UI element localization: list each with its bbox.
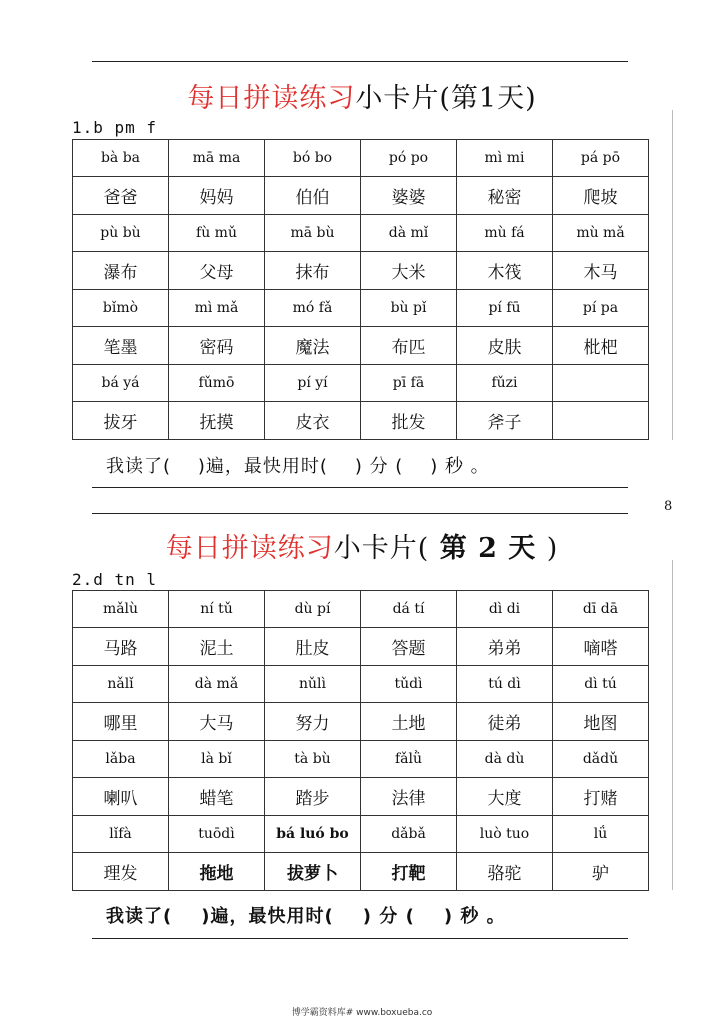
pinyin-cell [553, 365, 649, 402]
card-2-bottom-rule [92, 938, 628, 939]
hanzi-cell: 父母 [169, 252, 265, 290]
hanzi-cell: 拔牙 [73, 402, 169, 440]
pinyin-cell: bǐmò [73, 290, 169, 327]
pinyin-cell: pí fū [457, 290, 553, 327]
hanzi-cell: 批发 [361, 402, 457, 440]
card-2-title-bold: 第 2 天 [429, 533, 547, 564]
pinyin-cell: pá pō [553, 140, 649, 177]
hanzi-cell: 喇叭 [73, 778, 169, 816]
hanzi-cell: 打赌 [553, 778, 649, 816]
card-1-reading-record: 我读了( )遍，最快用时( ) 分 ( ) 秒 。 [106, 456, 490, 477]
hanzi-cell: 徒弟 [457, 703, 553, 741]
table-row [73, 591, 649, 628]
hanzi-cell: 弟弟 [457, 628, 553, 666]
pinyin-cell: pó po [361, 140, 457, 177]
pinyin-cell: mā ma [169, 140, 265, 177]
hanzi-cell: 法律 [361, 778, 457, 816]
pinyin-cell: lǘ [553, 816, 649, 853]
hanzi-cell: 伯伯 [265, 177, 361, 215]
hanzi-cell: 大米 [361, 252, 457, 290]
table-row [73, 177, 649, 215]
pinyin-cell: tà bù [265, 741, 361, 778]
card-1-table [72, 139, 649, 440]
pinyin-cell: lǐfà [73, 816, 169, 853]
table-row [73, 290, 649, 327]
hanzi-cell: 马路 [73, 628, 169, 666]
hanzi-cell: 蜡笔 [169, 778, 265, 816]
pinyin-cell: dà dù [457, 741, 553, 778]
top-rule [92, 61, 628, 62]
hanzi-cell: 哪里 [73, 703, 169, 741]
table-row [73, 778, 649, 816]
table-row [73, 327, 649, 365]
table-row [73, 140, 649, 177]
table-row [73, 252, 649, 290]
card-2-title-red: 每日拼读练习 [165, 533, 334, 564]
right-margin-line [672, 110, 673, 440]
hanzi-cell: 皮衣 [265, 402, 361, 440]
page-number: 8 [664, 499, 673, 514]
pinyin-cell: pí yí [265, 365, 361, 402]
hanzi-cell: 拔萝卜 [265, 853, 361, 891]
pinyin-cell: là bǐ [169, 741, 265, 778]
hanzi-cell: 驴 [553, 853, 649, 891]
pinyin-cell: fǎlǜ [361, 741, 457, 778]
table-row [73, 402, 649, 440]
pinyin-cell: mì mi [457, 140, 553, 177]
card-1-title-red: 每日拼读练习 [187, 83, 356, 114]
hanzi-cell: 婆婆 [361, 177, 457, 215]
hanzi-cell [553, 402, 649, 440]
pinyin-cell: dà mǐ [361, 215, 457, 252]
pinyin-cell: bù pǐ [361, 290, 457, 327]
pinyin-cell: lǎba [73, 741, 169, 778]
hanzi-cell: 木筏 [457, 252, 553, 290]
pinyin-cell: dà mǎ [169, 666, 265, 703]
hanzi-cell: 理发 [73, 853, 169, 891]
pinyin-cell: mā bù [265, 215, 361, 252]
hanzi-cell: 布匹 [361, 327, 457, 365]
hanzi-cell: 木马 [553, 252, 649, 290]
table-row [73, 365, 649, 402]
table-row [73, 741, 649, 778]
pinyin-cell: ní tǔ [169, 591, 265, 628]
pinyin-cell: mì mǎ [169, 290, 265, 327]
hanzi-cell: 土地 [361, 703, 457, 741]
hanzi-cell: 秘密 [457, 177, 553, 215]
hanzi-cell: 爸爸 [73, 177, 169, 215]
hanzi-cell: 答题 [361, 628, 457, 666]
hanzi-cell: 密码 [169, 327, 265, 365]
table-row [73, 703, 649, 741]
card-2-title-close: ) [546, 533, 559, 564]
card-1-title-black: 小卡片(第1天) [355, 83, 537, 114]
hanzi-cell: 妈妈 [169, 177, 265, 215]
pinyin-cell: dī dā [553, 591, 649, 628]
table-row [73, 215, 649, 252]
pinyin-cell: nǔlì [265, 666, 361, 703]
pinyin-cell: pù bù [73, 215, 169, 252]
card-1-title [72, 76, 652, 115]
card-2-subheading: 2.d tn l [72, 570, 158, 589]
pinyin-cell: tuōdì [169, 816, 265, 853]
hanzi-cell: 踏步 [265, 778, 361, 816]
hanzi-cell: 努力 [265, 703, 361, 741]
hanzi-cell: 瀑布 [73, 252, 169, 290]
pinyin-cell: bà ba [73, 140, 169, 177]
pinyin-cell: dǎdǔ [553, 741, 649, 778]
pinyin-cell: dù pí [265, 591, 361, 628]
hanzi-cell: 抚摸 [169, 402, 265, 440]
pinyin-cell: bá luó bo [265, 816, 361, 853]
hanzi-cell: 笔墨 [73, 327, 169, 365]
card-2-reading-record: 我读了( )遍，最快用时( ) 分 ( ) 秒 。 [106, 906, 506, 927]
hanzi-cell: 魔法 [265, 327, 361, 365]
hanzi-cell: 地图 [553, 703, 649, 741]
hanzi-cell: 皮肤 [457, 327, 553, 365]
pinyin-cell: dá tí [361, 591, 457, 628]
hanzi-cell: 斧子 [457, 402, 553, 440]
hanzi-cell: 抹布 [265, 252, 361, 290]
hanzi-cell: 大马 [169, 703, 265, 741]
table-row [73, 666, 649, 703]
table-row [73, 853, 649, 891]
hanzi-cell: 打靶 [361, 853, 457, 891]
pinyin-cell: mù fá [457, 215, 553, 252]
footer-watermark: 博学霸资料库# www.boxueba.co [291, 1008, 433, 1018]
hanzi-cell: 爬坡 [553, 177, 649, 215]
pinyin-cell: luò tuo [457, 816, 553, 853]
hanzi-cell: 大度 [457, 778, 553, 816]
right-margin-line [672, 560, 673, 890]
card-1-subheading: 1.b pm f [72, 118, 158, 137]
hanzi-cell: 枇杷 [553, 327, 649, 365]
pinyin-cell: bó bo [265, 140, 361, 177]
hanzi-cell: 嘀嗒 [553, 628, 649, 666]
pinyin-cell: mù mǎ [553, 215, 649, 252]
pinyin-cell: fǔzi [457, 365, 553, 402]
pinyin-cell: fǔmō [169, 365, 265, 402]
table-row [73, 816, 649, 853]
pinyin-cell: tú dì [457, 666, 553, 703]
card-2-title-black: 小卡片( [333, 533, 430, 564]
pinyin-cell: dì di [457, 591, 553, 628]
pinyin-cell: mó fǎ [265, 290, 361, 327]
card-2-table [72, 590, 649, 891]
pinyin-cell: fù mǔ [169, 215, 265, 252]
hanzi-cell: 肚皮 [265, 628, 361, 666]
pinyin-cell: mǎlù [73, 591, 169, 628]
hanzi-cell: 泥土 [169, 628, 265, 666]
hanzi-cell: 拖地 [169, 853, 265, 891]
pinyin-cell: nǎlǐ [73, 666, 169, 703]
card-2-top-rule [92, 513, 628, 514]
table-row [73, 628, 649, 666]
pinyin-cell: dì tú [553, 666, 649, 703]
pinyin-cell: pī fā [361, 365, 457, 402]
pinyin-cell: pí pa [553, 290, 649, 327]
pinyin-cell: bá yá [73, 365, 169, 402]
card-2-title [72, 526, 652, 565]
pinyin-cell: dǎbǎ [361, 816, 457, 853]
hanzi-cell: 骆驼 [457, 853, 553, 891]
card-1-bottom-rule [92, 487, 628, 488]
pinyin-cell: tǔdì [361, 666, 457, 703]
